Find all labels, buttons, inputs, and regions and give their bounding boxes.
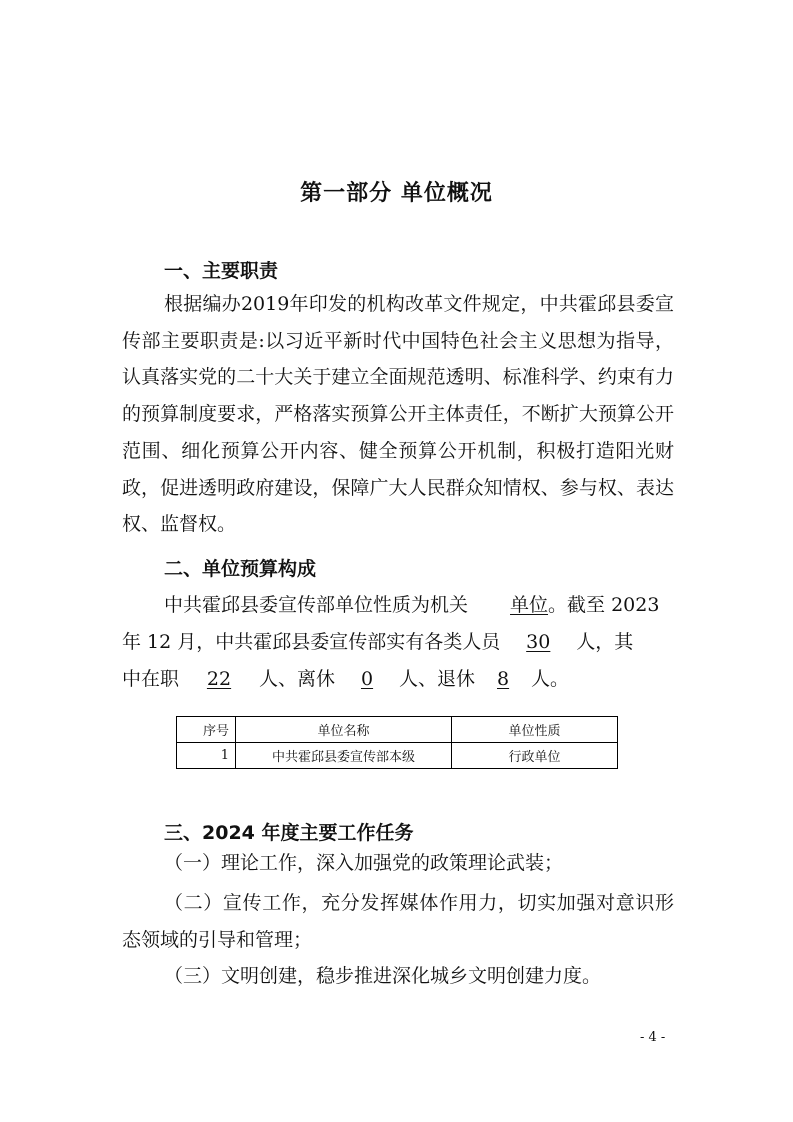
- lixiu-label: 人、离休: [259, 668, 336, 690]
- cell-unit-name: 中共霍邱县委宣传部本级: [236, 743, 452, 769]
- cell-unit-nature: 行政单位: [452, 743, 618, 769]
- lixiu-value: 0: [360, 668, 374, 690]
- staff-count-line: [122, 627, 674, 657]
- staff-count-text: 年 12 月，中共霍邱县委宣传部实有各类人员: [122, 631, 501, 653]
- staff-count-suffix: 人，其: [576, 631, 634, 653]
- section-heading-duties: 一、主要职责: [164, 260, 279, 282]
- unit-nature-value: 单位: [510, 594, 549, 616]
- page-number: - 4 -: [640, 1030, 666, 1045]
- in-service-value: 22: [206, 668, 232, 690]
- task-item-2: （二）宣传工作，充分发挥媒体作用力，切实加强对意识形态领域的引导和管理；: [122, 892, 674, 951]
- task-item-3: （三）文明创建，稳步推进深化城乡文明创建力度。: [164, 965, 602, 987]
- header-unit-nature: 单位性质: [452, 717, 618, 743]
- unit-table: [176, 716, 618, 769]
- section-heading-budget-composition: 二、单位预算构成: [164, 558, 317, 580]
- as-of-text: 。截至 2023: [548, 594, 660, 616]
- page-title: 第一部分 单位概况: [300, 181, 493, 206]
- unit-nature-text: 中共霍邱县委宣传部单位性质为机关: [164, 594, 469, 616]
- cell-index: 1: [177, 743, 236, 769]
- task-item-1: （一）理论工作，深入加强党的政策理论武装；: [164, 852, 564, 874]
- section-heading-tasks: 三、2024 年度主要工作任务: [164, 822, 414, 844]
- total-staff-value: 30: [526, 631, 551, 653]
- table-header-row: [177, 717, 618, 743]
- tuixiu-label: 人、退休: [399, 668, 476, 690]
- unit-nature-line: [122, 590, 674, 620]
- staff-breakdown-suffix: 人。: [531, 668, 570, 690]
- tuixiu-value: 8: [497, 668, 510, 690]
- header-index: 序号: [177, 717, 236, 743]
- table-row: [177, 743, 618, 769]
- header-unit-name: 单位名称: [236, 717, 452, 743]
- staff-breakdown-line: [122, 664, 674, 694]
- in-service-label: 中在职: [122, 668, 180, 690]
- duties-paragraph: 根据编办2019年印发的机构改革文件规定，中共霍邱县委宣传部主要职责是:以习近平新时代中国特色社会主义思想为指导，认真落实党的二十大关于建立全面规范透明、标准科学、约束有力的预算制度要求，严格落实预算公开主体责任，不断扩大预算公开范围、细化预算公开内容、健全预算公开机制，积极打造阳光财政，促进透明政府建设，保障广大人民群众知情权、参与权、表达权、监督权。: [122, 293, 674, 536]
